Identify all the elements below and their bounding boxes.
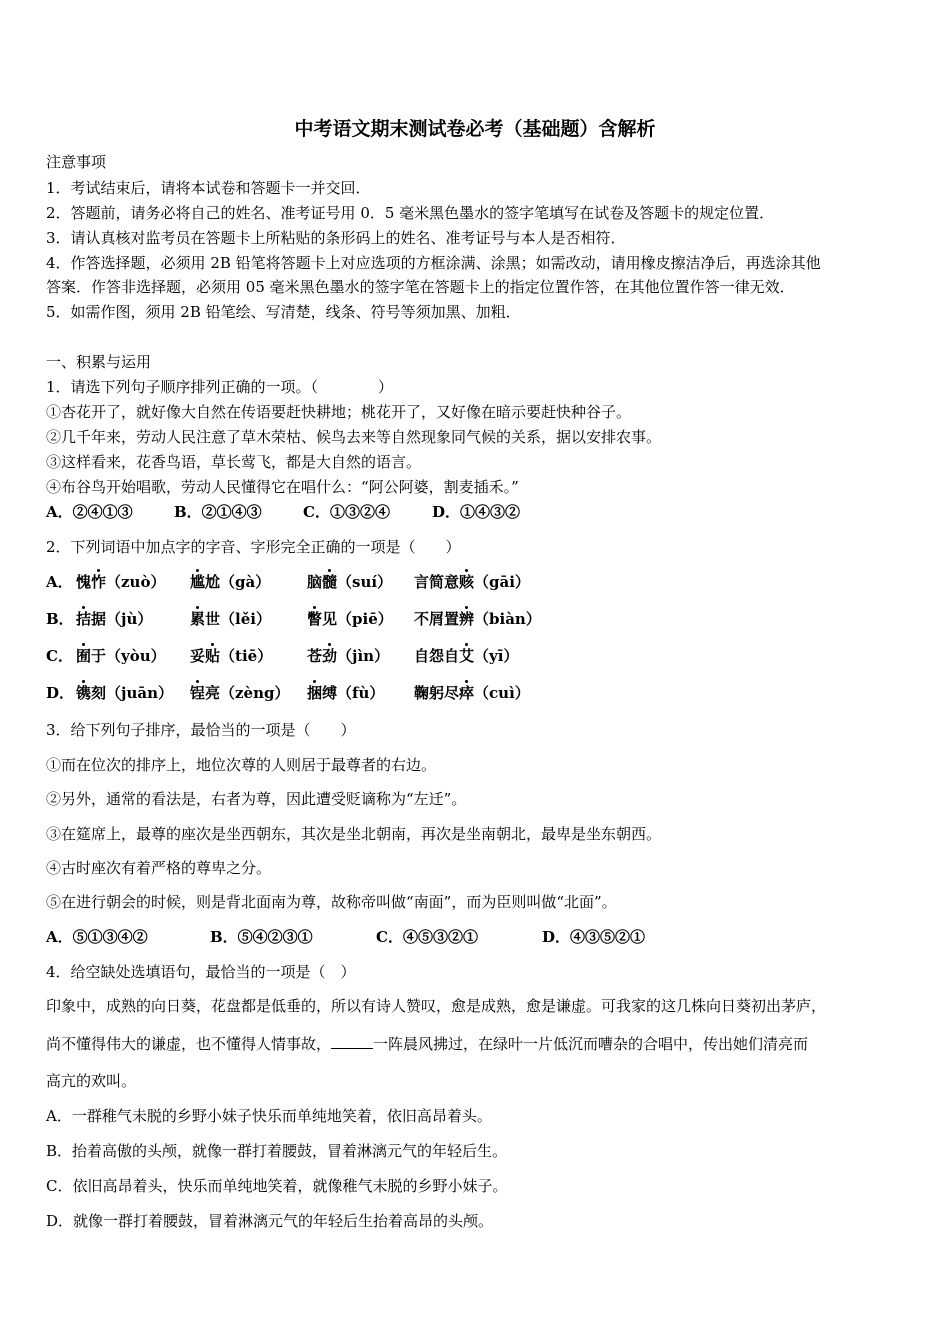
- q3-sentence: ③在筵席上，最尊的座次是坐西朝东，其次是坐北朝南，再次是坐南朝北，最卑是坐东朝西。: [46, 825, 662, 843]
- q2-word: [190, 572, 270, 592]
- word-text: 尬（gà）: [205, 573, 271, 591]
- q2-word: [190, 609, 271, 629]
- dotted-character: 辨: [459, 610, 475, 628]
- question-4-stem: 4．给空缺处选填语句，最恰当的一项是（ ）: [46, 963, 356, 981]
- question-2-stem: 2．下列词语中加点字的字音、字形完全正确的一项是（ ）: [46, 538, 461, 556]
- q4-option-c[interactable]: C．依旧高昂着头，快乐而单纯地笑着，就像稚气未脱的乡野小妹子。: [46, 1177, 508, 1195]
- word-text: （jìn）: [337, 647, 390, 665]
- q1-sentence: ③这样看来，花香鸟语，草长莺飞，都是大自然的语言。: [46, 453, 422, 471]
- notice-item: 3．请认真核对监考员在答题卡上所粘贴的条形码上的姓名、准考证号与本人是否相符．: [46, 229, 626, 247]
- q1-sentence: ④布谷鸟开始唱歌，劳动人民懂得它在唱什么：“阿公阿婆，割麦插禾。”: [46, 478, 519, 496]
- q2-word: [190, 646, 272, 666]
- word-text: 自怨自: [414, 647, 460, 665]
- dotted-character: 髓: [322, 573, 338, 591]
- q2-option-label[interactable]: B．: [46, 610, 74, 628]
- word-text: （yī）: [474, 647, 519, 665]
- q2-word: [76, 609, 152, 629]
- dotted-character: 尴: [190, 573, 206, 591]
- q4-passage-text: 尚不懂得伟大的谦虚，也不懂得人情事故，: [46, 1035, 332, 1053]
- q2-word: [307, 609, 393, 629]
- q3-sentence: ⑤在进行朝会的时候，则是背北面南为尊，故称帝叫做“南面”，而为臣则叫做“北面”。: [46, 893, 617, 911]
- q2-word: [307, 572, 392, 592]
- dotted-character: 劲: [322, 647, 338, 665]
- dotted-character: 怍: [91, 573, 107, 591]
- q2-word: [307, 646, 389, 666]
- word-text: （suí）: [337, 573, 393, 591]
- question-3-stem: 3．给下列句子排序，最恰当的一项是（ ）: [46, 721, 356, 739]
- q4-passage-line: 印象中，成熟的向日葵，花盘都是低垂的，所以有诗人赞叹，愈是成熟，愈是谦虚。可我家的这几株向日葵初出茅庐，: [46, 997, 827, 1015]
- word-text: 据（jù）: [91, 610, 153, 628]
- q2-word: [414, 572, 530, 592]
- q3-option-c[interactable]: C．④⑤③②①: [376, 928, 478, 946]
- q4-passage-line: [46, 1034, 808, 1054]
- dotted-character: 锃: [190, 684, 206, 702]
- q4-option-b[interactable]: B．抬着高傲的头颅，就像一群打着腰鼓，冒着淋漓元气的年轻后生。: [46, 1142, 508, 1160]
- dotted-character: 囿: [76, 647, 92, 665]
- q1-sentence: ②几千年来，劳动人民注意了草木荣枯、候鸟去来等自然现象同气候的关系，据以安排农事。: [46, 428, 662, 446]
- q2-word: [307, 683, 384, 703]
- word-text: （tiē）: [220, 647, 273, 665]
- q3-option-a[interactable]: A．⑤①③④②: [46, 928, 148, 946]
- q1-option-b[interactable]: B．②①④③: [174, 503, 262, 521]
- dotted-character: 拮: [76, 610, 92, 628]
- word-text: 苍: [307, 647, 323, 665]
- dotted-character: 镌: [76, 684, 92, 702]
- word-text: 于（yòu）: [91, 647, 166, 665]
- q1-sentence: ①杏花开了，就好像大自然在传语要赶快耕地；桃花开了，又好像在暗示要赶快种谷子。: [46, 403, 632, 421]
- q4-option-d[interactable]: D．就像一群打着腰鼓，冒着淋漓元气的年轻后生抬着高昂的头颅。: [46, 1212, 494, 1230]
- q1-option-a[interactable]: A．②④①③: [46, 503, 133, 521]
- dotted-character: 艾: [459, 647, 475, 665]
- section-heading: 一、积累与运用: [46, 353, 152, 371]
- dotted-character: 赅: [459, 573, 475, 591]
- q2-word: [414, 646, 518, 666]
- word-text: 缚（fù）: [322, 684, 385, 702]
- notice-item: 2．答题前，请务必将自己的姓名、准考证号用 0．5 毫米黑色墨水的签字笔填写在试卷及答题卡的规定位置．: [46, 204, 775, 222]
- question-1-stem: 1．请选下列句子顺序排列正确的一项。（ ）: [46, 378, 394, 396]
- word-text: 脑: [307, 573, 323, 591]
- q4-passage-text: 一阵晨风拂过，在绿叶一片低沉而嘈杂的合唱中，传出她们清亮而: [373, 1035, 809, 1053]
- dotted-character: 瞥: [307, 610, 323, 628]
- notice-heading: 注意事项: [46, 153, 107, 171]
- q2-word: [76, 572, 165, 592]
- word-text: （zuò）: [106, 573, 166, 591]
- q4-passage-line: 高亢的欢叫。: [46, 1072, 137, 1090]
- q2-word: [414, 683, 530, 703]
- word-text: 世（lěi）: [205, 610, 271, 628]
- dotted-character: 贴: [205, 647, 221, 665]
- word-text: 亮（zèng）: [205, 684, 290, 702]
- q1-option-d[interactable]: D．①④③②: [432, 503, 521, 521]
- dotted-character: 瘁: [459, 684, 475, 702]
- answer-blank[interactable]: [331, 1034, 373, 1049]
- q2-option-label[interactable]: A．: [46, 573, 73, 591]
- word-text: 不屑置: [414, 610, 460, 628]
- q2-word: [76, 683, 173, 703]
- q3-option-b[interactable]: B．⑤④②③①: [210, 928, 313, 946]
- word-text: （biàn）: [474, 610, 541, 628]
- q3-sentence: ①而在位次的排序上，地位次尊的人则居于最尊者的右边。: [46, 756, 437, 774]
- q2-option-label[interactable]: D．: [46, 684, 75, 702]
- word-text: 言简意: [414, 573, 460, 591]
- q2-word: [190, 683, 289, 703]
- q3-sentence: ②另外，通常的看法是，右者为尊，因此遭受贬谪称为“左迁”。: [46, 790, 467, 808]
- word-text: （cuì）: [474, 684, 530, 702]
- q2-word: [414, 609, 541, 629]
- q4-option-a[interactable]: A．一群稚气未脱的乡野小妹子快乐而单纯地笑着，依旧高昂着头。: [46, 1107, 492, 1125]
- word-text: 妥: [190, 647, 206, 665]
- dotted-character: 累: [190, 610, 206, 628]
- page-title: 中考语文期末测试卷必考（基础题）含解析: [294, 118, 656, 140]
- word-text: 鞠躬尽: [414, 684, 460, 702]
- q2-word: [76, 646, 166, 666]
- q2-option-label[interactable]: C．: [46, 647, 73, 665]
- word-text: 见（piē）: [322, 610, 393, 628]
- word-text: 刻（juān）: [91, 684, 173, 702]
- word-text: （gāi）: [474, 573, 530, 591]
- notice-item: 4．作答选择题，必须用 2B 铅笔将答题卡上对应选项的方框涂满、涂黑；如需改动，请用橡皮擦洁净后，再选涂其他: [46, 254, 821, 272]
- notice-item: 5．如需作图，须用 2B 铅笔绘、写清楚，线条、符号等须加黑、加粗．: [46, 303, 521, 321]
- q3-sentence: ④古时座次有着严格的尊卑之分。: [46, 859, 272, 877]
- word-text: 愧: [76, 573, 92, 591]
- notice-item: 答案．作答非选择题，必须用 05 毫米黑色墨水的签字笔在答题卡上的指定位置作答，在其他位置作答一律无效．: [46, 278, 795, 296]
- q3-option-d[interactable]: D．④③⑤②①: [542, 928, 646, 946]
- q1-option-c[interactable]: C．①③②④: [303, 503, 390, 521]
- dotted-character: 捆: [307, 684, 323, 702]
- notice-item: 1．考试结束后，请将本试卷和答题卡一并交回．: [46, 179, 371, 197]
